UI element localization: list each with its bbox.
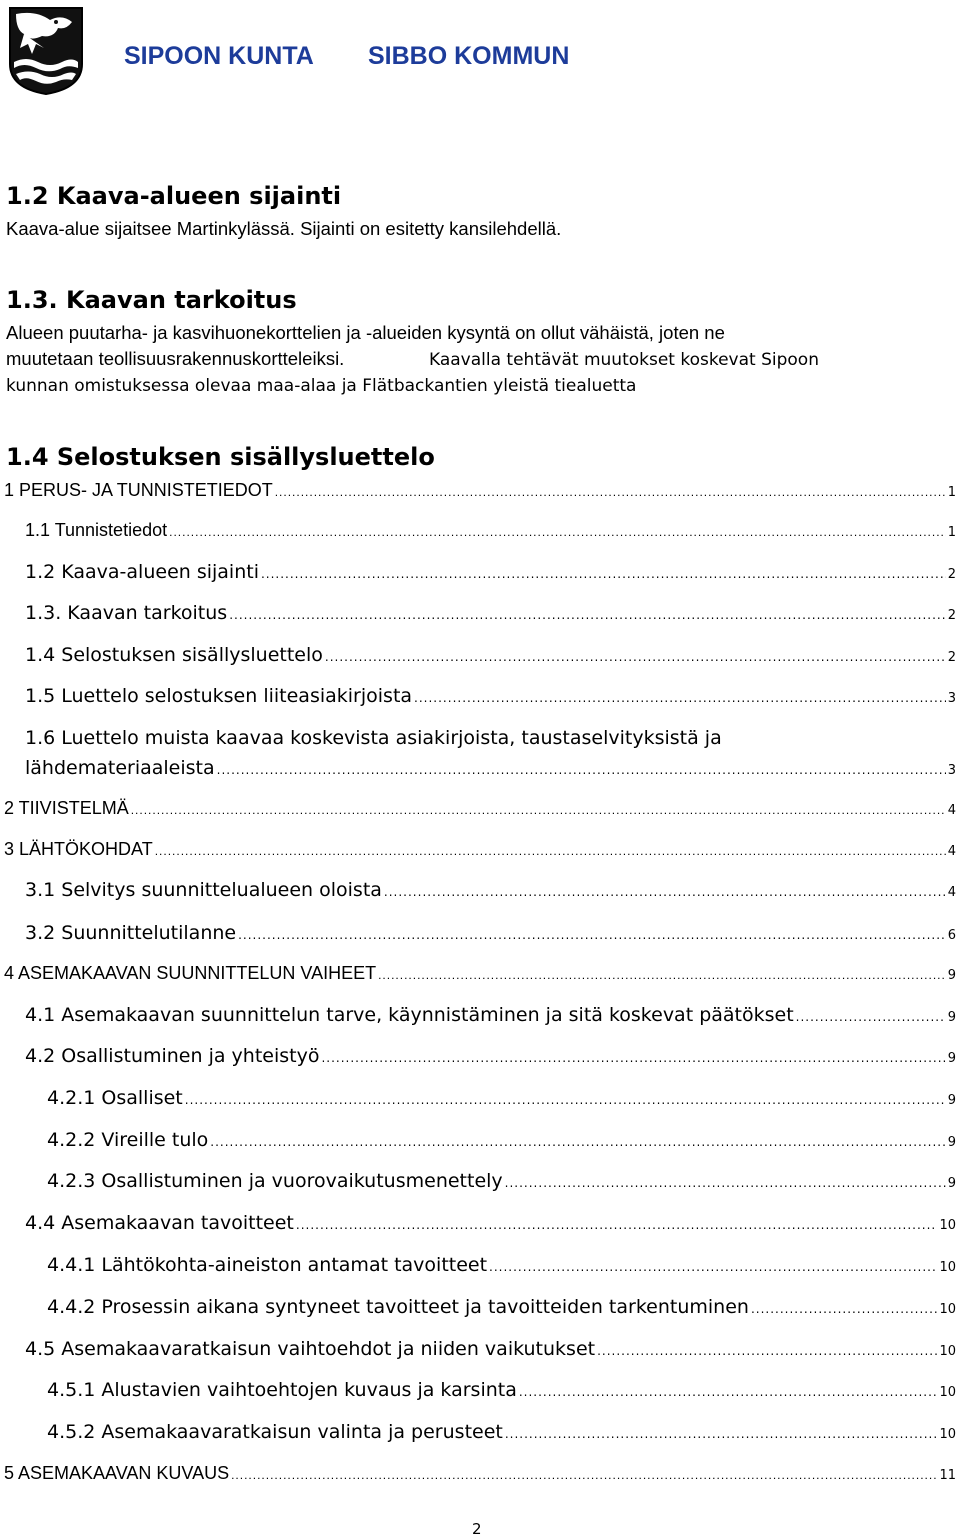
toc-entry[interactable]: 1.5 Luettelo selostuksen liiteasiakirjoista ..... 3 xyxy=(25,685,956,707)
org-name-swedish: SIBBO KOMMUN xyxy=(368,42,570,70)
toc-entry[interactable]: 4.2.1 Osalliset ..... 9 xyxy=(47,1087,956,1109)
org-name-finnish: SIPOON KUNTA xyxy=(124,42,314,70)
toc-entry[interactable]: 4.4 Asemakaavan tavoitteet ..... 10 xyxy=(25,1212,956,1234)
toc-entry[interactable]: 1.1 Tunnistetiedot ..... 1 xyxy=(25,520,956,541)
toc-entry-continued[interactable]: 1.6 Luettelo muista kaavaa koskevista asiakirjoista, taustaselvityksistä ja xyxy=(25,727,722,749)
page-number: 2 xyxy=(472,1520,482,1538)
toc-entry[interactable]: 1.4 Selostuksen sisällysluettelo ..... 2 xyxy=(25,644,956,666)
toc-entry[interactable]: 3.1 Selvitys suunnittelualueen oloista ..... 4 xyxy=(25,879,956,901)
toc-entry[interactable]: 4.2.2 Vireille tulo ..... 9 xyxy=(47,1129,956,1151)
location-text: Kaava-alue sijaitsee Martinkylässä. Sijainti on esitetty kansilehdellä. xyxy=(6,218,562,239)
toc-entry[interactable]: lähdemateriaaleista ..... 3 xyxy=(25,757,956,779)
section-heading-location: 1.2 Kaava-alueen sijainti xyxy=(6,182,342,210)
purpose-line-1: Alueen puutarha- ja kasvihuonekorttelien ja -alueiden kysyntä on ollut vähäistä, joten ne xyxy=(6,322,725,343)
toc-entry[interactable]: 4.2.3 Osallistuminen ja vuorovaikutusmenettely ..... 9 xyxy=(47,1170,956,1192)
toc-entry[interactable]: 4.5.2 Asemakaavaratkaisun valinta ja perusteet ..... 10 xyxy=(47,1421,956,1443)
toc-entry[interactable]: 2 TIIVISTELMÄ ..... 4 xyxy=(4,798,956,819)
toc-entry[interactable]: 4.4.2 Prosessin aikana syntyneet tavoitteet ja tavoitteiden tarkentuminen ..... 10 xyxy=(47,1296,956,1318)
toc-entry[interactable]: 4 ASEMAKAAVAN SUUNNITTELUN VAIHEET ..... 9 xyxy=(4,963,956,984)
toc-entry[interactable]: 4.2 Osallistuminen ja yhteistyö ..... 9 xyxy=(25,1045,956,1067)
toc-entry[interactable]: 3.2 Suunnittelutilanne ..... 6 xyxy=(25,922,956,944)
toc-entry[interactable]: 3 LÄHTÖKOHDAT ..... 4 xyxy=(4,839,956,860)
toc-entry[interactable]: 4.5 Asemakaavaratkaisun vaihtoehdot ja niiden vaikutukset ..... 10 xyxy=(25,1338,956,1360)
toc-entry[interactable]: 4.1 Asemakaavan suunnittelun tarve, käynnistäminen ja sitä koskevat päätökset ..... 9 xyxy=(25,1004,956,1026)
toc-entry[interactable]: 5 ASEMAKAAVAN KUVAUS ..... 11 xyxy=(4,1463,956,1484)
section-heading-toc: 1.4 Selostuksen sisällysluettelo xyxy=(6,443,435,471)
purpose-line-2b: Kaavalla tehtävät muutokset koskevat Sipoon xyxy=(429,350,819,370)
toc-entry[interactable]: 4.5.1 Alustavien vaihtoehtojen kuvaus ja karsinta ..... 10 xyxy=(47,1379,956,1401)
purpose-line-2a: muutetaan teollisuusrakennuskortteleiksi. xyxy=(6,348,345,369)
toc-entry[interactable]: 1.3. Kaavan tarkoitus ..... 2 xyxy=(25,602,956,624)
toc-entry[interactable]: 1.2 Kaava-alueen sijainti ..... 2 xyxy=(25,561,956,583)
section-heading-purpose: 1.3. Kaavan tarkoitus xyxy=(6,286,297,314)
toc-entry[interactable]: 1 PERUS- JA TUNNISTETIEDOT ..... 1 xyxy=(4,480,956,501)
toc-entry[interactable]: 4.4.1 Lähtökohta-aineiston antamat tavoitteet ..... 10 xyxy=(47,1254,956,1276)
purpose-line-3: kunnan omistuksessa olevaa maa-alaa ja Flätbackantien yleistä tiealuetta xyxy=(6,376,637,396)
